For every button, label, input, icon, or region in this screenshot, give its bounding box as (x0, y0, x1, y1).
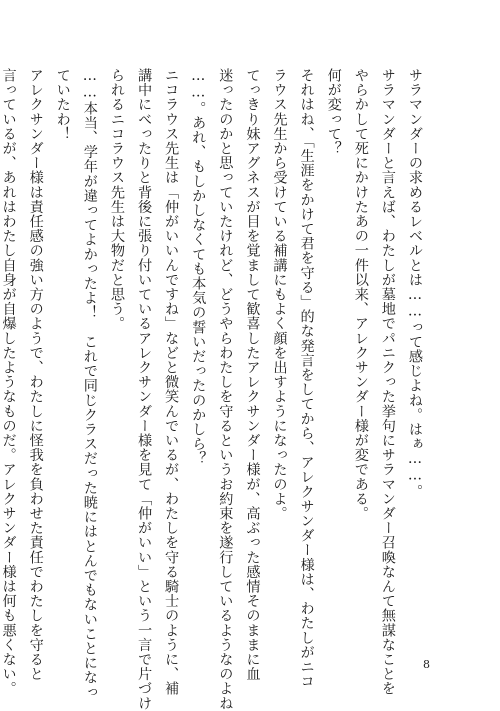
text-line: それはね、「生涯をかけて君を守る」的な発言をしてから、アレクサンダー様は、わたしがニコ (298, 68, 315, 689)
page-number: 8 (423, 658, 430, 671)
text-line: やらかして死にかけたあの一件以来、アレクサンダー様が変である。 (352, 68, 369, 521)
text-line: サラマンダーと言えば、わたしが墓地でパニクった挙句にサラマンダー召喚なんて無謀なことを (379, 68, 396, 696)
text-line: 何が変って？ (325, 68, 342, 156)
text-line: てっきり妹アグネスが目を覚まして歓喜したアレクサンダー様が、高ぶった感情そのままに血 (244, 68, 261, 682)
text-line: ……本当、学年が違ってよかったよ！ これで同じクラスだった暁にはとんでもないことになっ (81, 68, 98, 700)
text-line: アレクサンダー様は責任感の強い方のようで、わたしに怪我を負わせた責任でわたしを守ると (27, 68, 44, 682)
text-line: ……。あれ、もしかしなくても本気の誓いだったのかしら？ (190, 68, 207, 466)
text-line: られるニコラウス先生は大物だと思う。 (108, 68, 125, 331)
text-line: ていたわ！ (54, 68, 71, 141)
text-line: 迷ったのかと思っていたけれど、どうやらわたしを守るというお約束を遂行しているようなのよね (217, 68, 234, 711)
text-line: ニコラウス先生は「仲がいいんですね」などと微笑んでいるが、わたしを守る騎士のように、補 (163, 68, 180, 696)
text-line: 講中にべったりと背後に張り付いているアレクサンダー様を見て「仲がいい」という一言で片づけ (136, 68, 153, 711)
text-line: ラウス先生から受けている補講にもよく顔を出すようになったのよ。 (271, 68, 288, 521)
text-line: サラマンダーの求めるレベルとは……って感じよね。はぁ……。 (407, 68, 423, 499)
text-line: 言っているが、あれはわたし自身が自爆したようなものだ。アレクサンダー様は何も悪くない。 (0, 68, 17, 696)
vertical-text-block (0, 68, 428, 711)
